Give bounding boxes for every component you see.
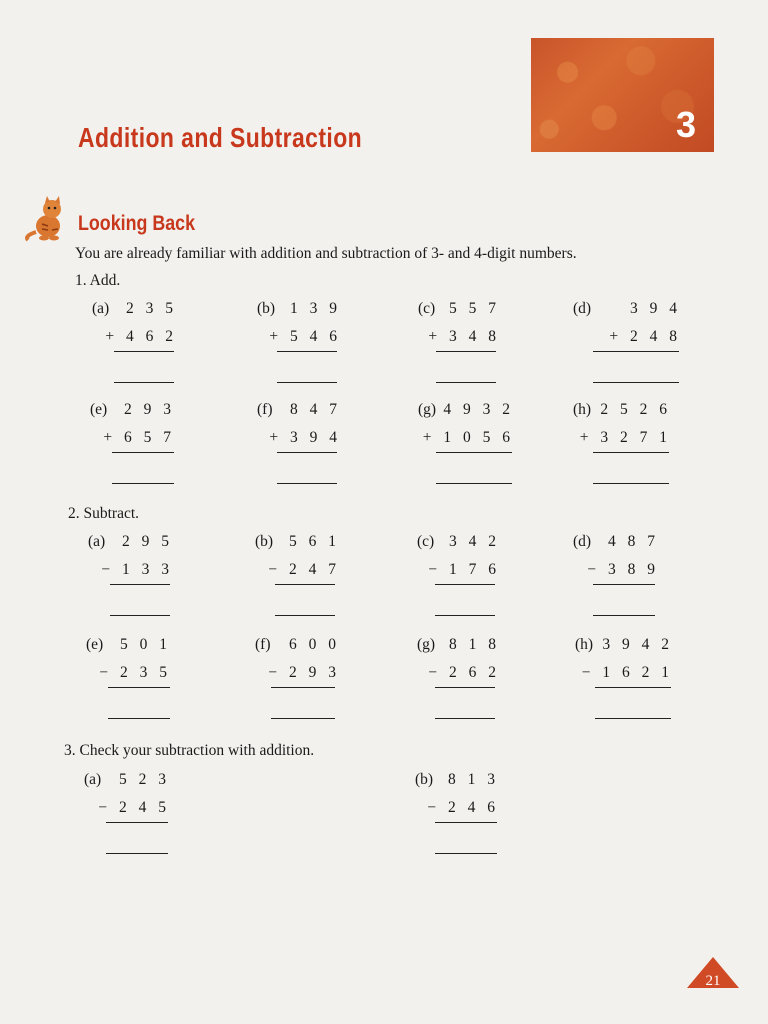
- problem-bottom: − 2 4 6: [427, 799, 499, 816]
- problem-bottom: + 3 9 4: [269, 429, 341, 446]
- answer-line: [435, 615, 495, 616]
- problem-2h: [575, 636, 673, 736]
- answer-line: [436, 483, 512, 484]
- answer-line: [436, 382, 496, 383]
- problem-top: 5 2 3: [119, 771, 170, 788]
- page-number-badge: [686, 955, 740, 989]
- problem-rule: [114, 351, 174, 352]
- problem-top: 2 3 5: [126, 300, 177, 317]
- problem-label: (d): [573, 533, 592, 550]
- answer-line: [114, 382, 174, 383]
- problem-label: (b): [257, 300, 276, 317]
- problem-label: (c): [417, 533, 435, 550]
- problem-top: 5 6 1: [289, 533, 340, 550]
- problem-bottom: + 1 0 5 6: [422, 429, 514, 446]
- problem-top: 2 9 5: [122, 533, 173, 550]
- problem-3b: [415, 771, 499, 871]
- problem-rule: [435, 822, 497, 823]
- section-intro: You are already familiar with addition and subtraction of 3- and 4-digit numbers.: [75, 245, 577, 262]
- problem-top: 1 3 9: [290, 300, 341, 317]
- problem-rule: [106, 822, 168, 823]
- problem-bottom: + 3 4 8: [428, 328, 500, 345]
- problem-2g: [417, 636, 500, 736]
- problem-label: (g): [418, 401, 437, 418]
- problem-2b: [255, 533, 340, 633]
- q3-heading: 3. Check your subtraction with addition.: [64, 742, 315, 759]
- problem-rule: [277, 351, 337, 352]
- problem-label: (a): [84, 771, 102, 788]
- problem-top: 2 5 2 6: [600, 401, 671, 418]
- problem-rule: [593, 351, 679, 352]
- problem-label: (e): [90, 401, 108, 418]
- problem-label: (f): [257, 401, 273, 418]
- problem-rule: [436, 452, 512, 453]
- problem-bottom: − 1 7 6: [428, 561, 500, 578]
- problem-top: 5 0 1: [120, 636, 171, 653]
- problem-label: (h): [575, 636, 594, 653]
- problem-label: (e): [86, 636, 104, 653]
- answer-line: [593, 615, 655, 616]
- answer-line: [435, 853, 497, 854]
- problem-2f: [255, 636, 340, 736]
- q1-heading: 1. Add.: [75, 272, 121, 289]
- problem-bottom: − 2 4 5: [98, 799, 170, 816]
- answer-line: [108, 718, 170, 719]
- problem-label: (f): [255, 636, 271, 653]
- problem-top: 4 8 7: [608, 533, 659, 550]
- chapter-banner: [531, 38, 714, 152]
- problem-3a: [84, 771, 170, 871]
- problem-1g: [418, 401, 514, 501]
- problem-1b: [257, 300, 341, 400]
- problem-bottom: + 6 5 7: [103, 429, 175, 446]
- problem-bottom: + 2 4 8: [609, 328, 681, 345]
- problem-bottom: + 4 6 2: [105, 328, 177, 345]
- problem-1d: [573, 300, 681, 400]
- answer-line: [593, 382, 679, 383]
- problem-bottom: + 3 2 7 1: [579, 429, 671, 446]
- problem-top: 3 4 2: [449, 533, 500, 550]
- cat-icon: [22, 196, 70, 242]
- problem-label: (d): [573, 300, 592, 317]
- problem-label: (b): [415, 771, 434, 788]
- problem-label: (b): [255, 533, 274, 550]
- problem-bottom: − 2 9 3: [268, 664, 340, 681]
- answer-line: [595, 718, 671, 719]
- chapter-title: Addition and Subtraction: [78, 122, 363, 153]
- problem-label: (a): [92, 300, 110, 317]
- problem-rule: [112, 452, 174, 453]
- q2-heading: 2. Subtract.: [68, 505, 140, 522]
- problem-top: 8 4 7: [290, 401, 341, 418]
- problem-rule: [435, 687, 495, 688]
- chapter-number: 3: [675, 104, 696, 145]
- answer-line: [593, 483, 669, 484]
- problem-2a: [88, 533, 173, 633]
- answer-line: [435, 718, 495, 719]
- problem-rule: [108, 687, 170, 688]
- problem-1h: [573, 401, 671, 501]
- problem-bottom: − 2 6 2: [428, 664, 500, 681]
- problem-rule: [595, 687, 671, 688]
- problem-top: 4 9 3 2: [443, 401, 514, 418]
- problem-1f: [257, 401, 341, 501]
- answer-line: [112, 483, 174, 484]
- problem-top: 6 0 0: [289, 636, 340, 653]
- problem-rule: [110, 584, 170, 585]
- page-number: 21: [705, 973, 721, 989]
- problem-bottom: + 5 4 6: [269, 328, 341, 345]
- answer-line: [106, 853, 168, 854]
- answer-line: [277, 382, 337, 383]
- problem-label: (c): [418, 300, 436, 317]
- problem-2c: [417, 533, 500, 633]
- answer-line: [271, 718, 335, 719]
- problem-rule: [593, 584, 655, 585]
- problem-top: 8 1 3: [448, 771, 499, 788]
- problem-label: (a): [88, 533, 106, 550]
- problem-top: 5 5 7: [449, 300, 500, 317]
- problem-bottom: − 2 4 7: [268, 561, 340, 578]
- problem-top: 3 9 4: [630, 300, 681, 317]
- problem-1e: [90, 401, 175, 501]
- answer-line: [277, 483, 337, 484]
- problem-rule: [593, 452, 669, 453]
- problem-rule: [271, 687, 335, 688]
- problem-1a: [92, 300, 177, 400]
- problem-label: (g): [417, 636, 436, 653]
- problem-bottom: − 1 6 2 1: [581, 664, 673, 681]
- problem-rule: [275, 584, 335, 585]
- problem-top: 2 9 3: [124, 401, 175, 418]
- problem-bottom: − 2 3 5: [99, 664, 171, 681]
- answer-line: [275, 615, 335, 616]
- problem-bottom: − 3 8 9: [587, 561, 659, 578]
- problem-label: (h): [573, 401, 592, 418]
- problem-2d: [573, 533, 659, 633]
- problem-rule: [277, 452, 337, 453]
- problem-top: 8 1 8: [449, 636, 500, 653]
- problem-top: 3 9 4 2: [602, 636, 673, 653]
- problem-rule: [435, 584, 495, 585]
- answer-line: [110, 615, 170, 616]
- section-title: Looking Back: [78, 212, 196, 235]
- problem-bottom: − 1 3 3: [101, 561, 173, 578]
- problem-rule: [436, 351, 496, 352]
- problem-2e: [86, 636, 171, 736]
- problem-1c: [418, 300, 500, 400]
